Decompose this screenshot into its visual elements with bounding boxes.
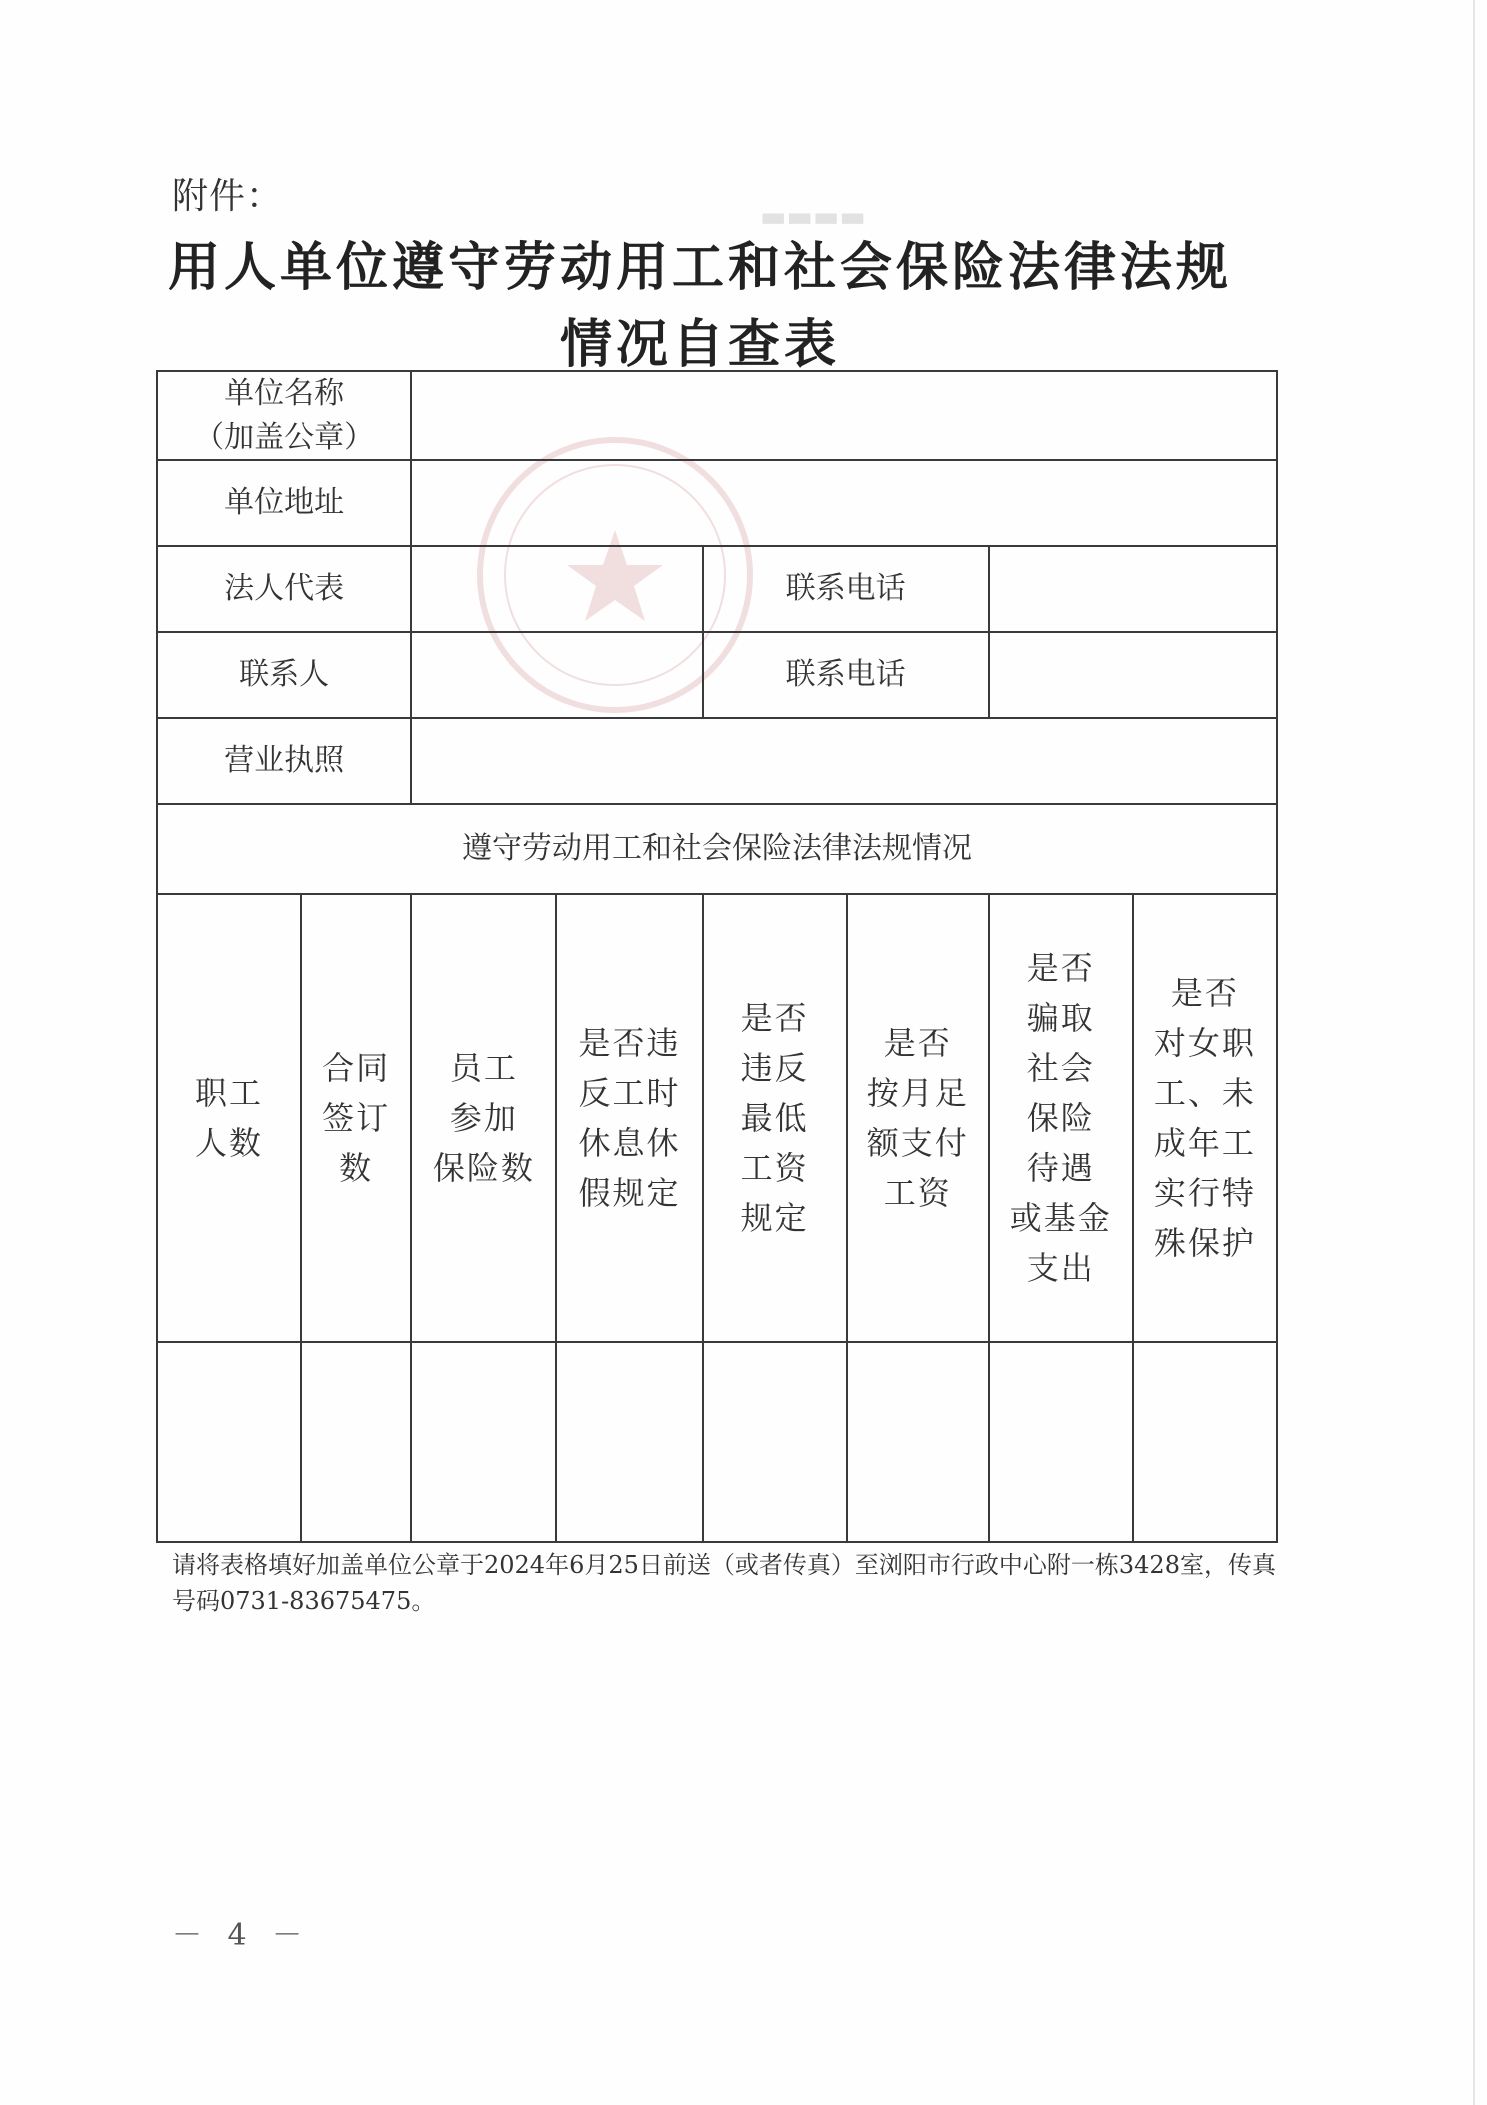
- legal-rep-phone-label: 联系电话: [703, 546, 989, 632]
- unit-name-label: [157, 371, 411, 460]
- form-title-line2: 情况自查表: [559, 314, 840, 375]
- business-license-field[interactable]: [411, 718, 1277, 804]
- contact-person-label: 联系人: [157, 632, 411, 718]
- legal-rep-label: 法人代表: [157, 546, 411, 632]
- employees-count-field[interactable]: [157, 1342, 301, 1542]
- column-header-text: 合同 签订 数: [322, 1049, 391, 1187]
- insurance-fraud-field[interactable]: [989, 1342, 1133, 1542]
- insured-count-field[interactable]: [411, 1342, 556, 1542]
- contact-person-field[interactable]: [411, 632, 702, 718]
- legal-rep-phone-field[interactable]: [989, 546, 1277, 632]
- column-header-insurance-fraud: [989, 894, 1133, 1342]
- column-header-contracts: [301, 894, 411, 1342]
- wage-payment-field[interactable]: [847, 1342, 989, 1542]
- column-header-text: 员工 参加 保险数: [432, 1049, 535, 1187]
- unit-address-label: 单位地址: [157, 460, 411, 546]
- self-inspection-table: [156, 370, 1278, 1543]
- unit-name-seal-note: （加盖公章）: [194, 419, 375, 455]
- attachment-label: 附件：: [172, 176, 284, 217]
- column-header-text: 是否 骗取 社会 保险 待遇 或基金 支出: [1009, 949, 1112, 1287]
- contact-phone-label: 联系电话: [703, 632, 989, 718]
- column-header-working-hours: [556, 894, 702, 1342]
- compliance-section-heading: 遵守劳动用工和社会保险法律法规情况: [157, 804, 1277, 894]
- contracts-count-field[interactable]: [301, 1342, 411, 1542]
- column-header-text: 是否 违反 最低 工资 规定: [740, 999, 809, 1237]
- working-hours-field[interactable]: [556, 1342, 702, 1542]
- page-number: － 4 －: [172, 1918, 311, 1953]
- column-header-special-protection: [1133, 894, 1277, 1342]
- scan-edge-line: [1473, 0, 1475, 2105]
- special-protection-field[interactable]: [1133, 1342, 1277, 1542]
- column-header-insured: [411, 894, 556, 1342]
- business-license-label: 营业执照: [157, 718, 411, 804]
- contact-phone-field[interactable]: [989, 632, 1277, 718]
- column-header-text: 职工 人数: [195, 1074, 264, 1162]
- column-header-employees: [157, 894, 301, 1342]
- min-wage-field[interactable]: [703, 1342, 847, 1542]
- unit-address-field[interactable]: [411, 460, 1277, 546]
- column-header-text: 是否 对女职 工、未 成年工 实行特 殊保护: [1153, 974, 1256, 1262]
- unit-name-label-text: 单位名称: [224, 376, 345, 411]
- legal-rep-field[interactable]: [411, 546, 702, 632]
- unit-name-field[interactable]: [411, 371, 1277, 460]
- submission-note: 请将表格填好加盖单位公章于2024年6月25日前送（或者传真）至浏阳市行政中心附一栋3428室，传真号码0731-83675475。: [172, 1551, 1276, 1615]
- column-header-wage-payment: [847, 894, 989, 1342]
- bleed-through-mark: ▬▬▬▬: [760, 200, 866, 233]
- column-header-text: 是否 按月足 额支付 工资: [866, 1024, 969, 1212]
- column-header-min-wage: [703, 894, 847, 1342]
- form-title-line1: 用人单位遵守劳动用工和社会保险法律法规: [167, 237, 1232, 298]
- column-header-text: 是否违 反工时 休息休 假规定: [578, 1024, 681, 1212]
